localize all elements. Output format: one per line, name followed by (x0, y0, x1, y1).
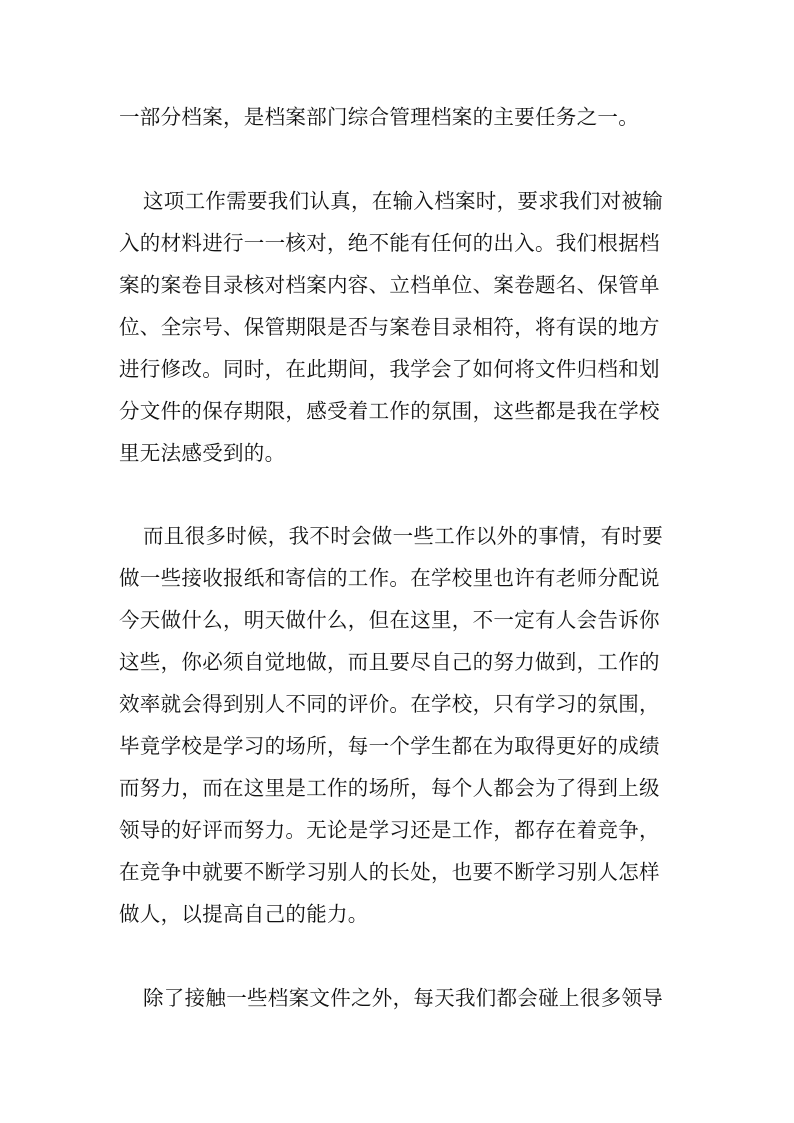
paragraph-2-line-1: 这项工作需要我们认真，在输入档案时，要求我们对被输 (143, 189, 663, 213)
paragraph-3-line-5: 效率就会得到别人不同的评价。在学校，只有学习的氛围， (119, 692, 660, 716)
paragraph-3-line-6: 毕竟学校是学习的场所，每一个学生都在为取得更好的成绩 (119, 734, 660, 758)
paragraph-2-line-3: 案的案卷目录核对档案内容、立档单位、案卷题名、保管单 (119, 273, 660, 297)
paragraph-2-line-4: 位、全宗号、保管期限是否与案卷目录相符，将有误的地方 (119, 315, 660, 339)
paragraph-4-line-1: 除了接触一些档案文件之外，每天我们都会碰上很多领导 (143, 986, 663, 1010)
paragraph-2-line-6: 分文件的保存期限，感受着工作的氛围，这些都是我在学校 (119, 399, 660, 423)
paragraph-3-line-1: 而且很多时候，我不时会做一些工作以外的事情，有时要 (143, 524, 663, 548)
paragraph-3-line-2: 做一些接收报纸和寄信的工作。在学校里也许有老师分配说 (119, 566, 660, 590)
paragraph-3-line-7: 而努力，而在这里是工作的场所，每个人都会为了得到上级 (119, 776, 660, 800)
paragraph-2-line-7: 里无法感受到的。 (119, 441, 286, 465)
paragraph-1-line-1: 一部分档案，是档案部门综合管理档案的主要任务之一。 (119, 105, 639, 129)
paragraph-3-line-4: 这些，你必须自觉地做，而且要尽自己的努力做到，工作的 (119, 650, 660, 674)
paragraph-2-line-2: 入的材料进行一一核对，绝不能有任何的出入。我们根据档 (119, 231, 660, 255)
paragraph-3-line-10: 做人，以提高自己的能力。 (119, 902, 369, 926)
paragraph-3-line-3: 今天做什么，明天做什么，但在这里，不一定有人会告诉你 (119, 608, 660, 632)
paragraph-2-line-5: 进行修改。同时，在此期间，我学会了如何将文件归档和划 (119, 357, 660, 381)
paragraph-3-line-8: 领导的好评而努力。无论是学习还是工作，都存在着竞争， (119, 818, 660, 842)
paragraph-3-line-9: 在竞争中就要不断学习别人的长处，也要不断学习别人怎样 (119, 860, 660, 884)
